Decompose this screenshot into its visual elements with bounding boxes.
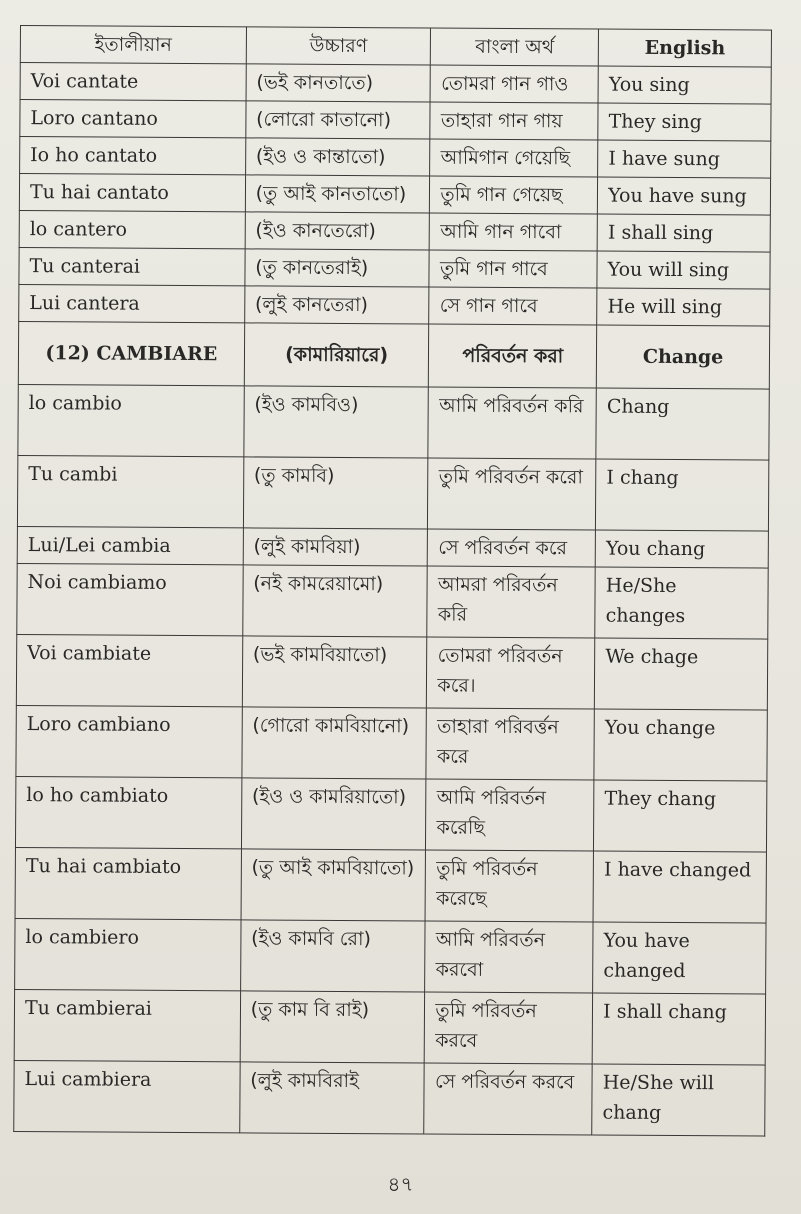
- pronunciation-cell: (ইও ও কান্তাতো): [245, 138, 430, 176]
- bangla-cell: তুমি পরিবর্তন করবে: [425, 992, 593, 1064]
- table-row: [20, 100, 771, 142]
- pronunciation-cell: (ভই কামবিয়াতো): [242, 636, 427, 708]
- english-cell: You have sung: [598, 177, 771, 215]
- bangla-cell: তোমরা গান গাও: [431, 65, 599, 103]
- header-pronunciation: উচ্চারণ: [246, 27, 431, 65]
- pronunciation-cell: (তু আই কানতাতো): [245, 175, 430, 213]
- header-italian: ইতালীয়ান: [20, 26, 246, 64]
- vocabulary-table: [13, 25, 772, 1137]
- pronunciation-cell: (ভই কানতাতে): [246, 64, 431, 102]
- table-row: [19, 210, 770, 252]
- pronunciation-cell: (লুই কামবিয়া): [243, 528, 428, 566]
- bangla-cell: তুমি পরিবর্তন করো: [428, 458, 596, 530]
- english-cell: He/She changes: [595, 567, 768, 639]
- english-cell: They chang: [594, 780, 767, 852]
- section-heading-row: [18, 321, 769, 389]
- italian-cell: Io ho cantato: [20, 137, 246, 175]
- table-row: [15, 776, 766, 852]
- italian-cell: lo cambiero: [15, 918, 241, 990]
- italian-cell: Lui cantera: [19, 284, 245, 322]
- pronunciation-cell: (লোরো কাতানো): [246, 101, 431, 139]
- italian-cell: lo cambio: [18, 384, 244, 456]
- english-cell: You change: [594, 709, 767, 781]
- bangla-cell: আমি পরিবর্তন করি: [428, 387, 596, 459]
- table-row: [15, 918, 766, 994]
- pronunciation-cell: (নই কামরেয়ামো): [242, 565, 427, 637]
- header-bangla-meaning: বাংলা অর্থ: [431, 28, 599, 66]
- english-cell: He/She will chang: [592, 1064, 765, 1136]
- table-row: [18, 384, 769, 460]
- english-cell: He will sing: [597, 288, 770, 326]
- english-cell: I have sung: [598, 140, 771, 178]
- bangla-cell: সে গান গাবে: [429, 287, 597, 325]
- italian-cell: Tu hai cambiato: [15, 847, 241, 919]
- english-cell: I chang: [596, 459, 769, 531]
- pronunciation-cell: (তু আই কামবিয়াতো): [241, 849, 426, 921]
- pronunciation-cell: (লুই কানতেরা): [244, 286, 429, 324]
- bangla-cell: আমরা পরিবর্তন করি: [427, 566, 595, 638]
- italian-cell: Voi cantate: [20, 63, 246, 101]
- bangla-cell: তুমি পরিবর্তন করেছে: [426, 850, 594, 922]
- bangla-cell: আমিগান গেয়েছি: [430, 139, 598, 177]
- header-english: English: [598, 29, 771, 67]
- english-cell: You will sing: [597, 251, 770, 289]
- bangla-cell: সে পরিবর্তন করে: [428, 529, 596, 567]
- italian-cell: Tu cambi: [17, 455, 243, 527]
- section-english: Change: [596, 325, 769, 389]
- italian-cell: Lui cambiera: [14, 1060, 240, 1132]
- section-verb: (12) CAMBIARE: [18, 321, 244, 385]
- italian-cell: Noi cambiamo: [17, 563, 243, 635]
- english-cell: I shall chang: [592, 993, 765, 1065]
- table-row: [14, 989, 765, 1065]
- pronunciation-cell: (ইও কামবিও): [244, 386, 429, 458]
- section-bangla-meaning: পরিবর্তন করা: [429, 324, 597, 388]
- bangla-cell: তুমি গান গেয়েছ: [430, 176, 598, 214]
- bangla-cell: আমি গান গাবো: [430, 213, 598, 251]
- table-row: [17, 455, 768, 531]
- english-cell: Chang: [596, 388, 769, 460]
- italian-cell: Tu cambierai: [14, 989, 240, 1061]
- table-row: [16, 705, 767, 781]
- italian-cell: Loro cantano: [20, 100, 246, 138]
- pronunciation-cell: (ইও কানতেরো): [245, 212, 430, 250]
- bangla-cell: তোমরা পরিবর্তন করে।: [427, 637, 595, 709]
- pronunciation-cell: (তু কাম বি রাই): [240, 991, 425, 1063]
- italian-cell: Loro cambiano: [16, 705, 242, 777]
- table-row: [14, 1060, 765, 1136]
- italian-cell: Lui/Lei cambia: [17, 526, 243, 564]
- english-cell: We chage: [595, 638, 768, 710]
- english-cell: You chang: [595, 530, 768, 568]
- english-cell: You have changed: [593, 922, 766, 994]
- bangla-cell: সে পরিবর্তন করবে: [424, 1063, 592, 1135]
- table-row: [19, 284, 770, 326]
- italian-cell: Voi cambiate: [16, 634, 242, 706]
- english-cell: You sing: [598, 66, 771, 104]
- bangla-cell: তাহারা গান গায়: [430, 102, 598, 140]
- pronunciation-cell: (লুই কামবিরাই: [239, 1062, 424, 1134]
- table-header: [20, 26, 771, 68]
- pronunciation-cell: (তু কানতেরাই): [245, 249, 430, 287]
- table-row: [19, 174, 770, 216]
- italian-cell: lo ho cambiato: [15, 776, 241, 848]
- bangla-cell: তাহারা পরিবর্ত্তন করে: [426, 708, 594, 780]
- bangla-cell: আমি পরিবর্তন করবো: [425, 921, 593, 993]
- italian-cell: lo cantero: [19, 210, 245, 248]
- table-row: [15, 847, 766, 923]
- table-row: [20, 137, 771, 179]
- page-number: ৪৭: [387, 1172, 414, 1196]
- table-row: [17, 526, 768, 568]
- table-row: [19, 247, 770, 289]
- pronunciation-cell: (ইও কামবি রো): [240, 920, 425, 992]
- pronunciation-cell: (তু কামবি): [243, 457, 428, 529]
- english-cell: I have changed: [593, 851, 766, 923]
- italian-cell: Tu canterai: [19, 247, 245, 285]
- english-cell: I shall sing: [597, 214, 770, 252]
- table-row: [16, 634, 767, 710]
- section-pronunciation: (কামারিয়ারে): [244, 323, 429, 387]
- bangla-cell: আমি পরিবর্তন করেছি: [426, 779, 594, 851]
- italian-cell: Tu hai cantato: [19, 174, 245, 212]
- bangla-cell: তুমি গান গাবে: [429, 250, 597, 288]
- table-row: [20, 63, 771, 105]
- english-cell: They sing: [598, 103, 771, 141]
- pronunciation-cell: (ইও ও কামরিয়াতো): [241, 778, 426, 850]
- pronunciation-cell: (গোরো কামবিয়ানো): [242, 707, 427, 779]
- table-row: [17, 563, 768, 639]
